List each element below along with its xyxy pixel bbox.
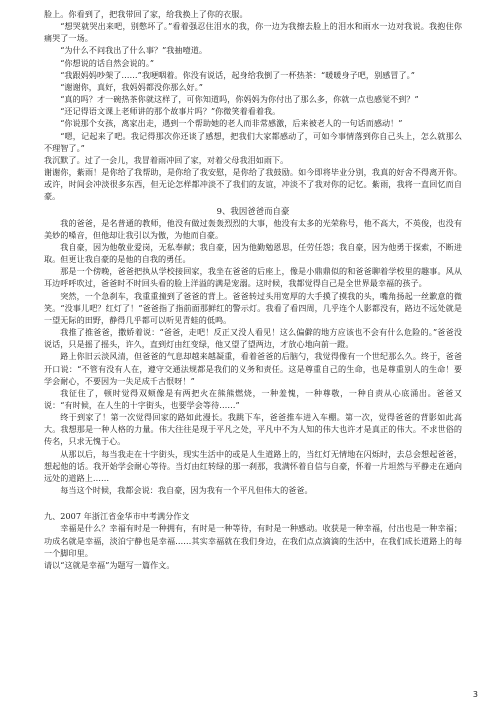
story-1	[44, 8, 462, 203]
paragraph: 我自豪，因为他敬业爱岗，无私奉献；我自豪，因为他勤勉恩思，任劳任怨；我自豪，因为他勇于探索，不断进取。但更让我自豪的是他的自我的勇任。	[44, 241, 462, 265]
paragraph: “想哭就哭出来吧，别憋坏了。”看着强忍住泪水的我，你一边为我擦去脸上的泪水和雨水一边对我说。我抱住你痛哭了一场。	[44, 21, 462, 44]
paragraph: 从那以后，每当我走在十字街头，现实生活中的或是人生道路上的，当红灯无情地在闪烁时，去总会想起爸爸，想起他的话。我开始学会耐心等待。当灯由红转绿的那一刹那，我满怀着自信与自豪，怀着一片坦然与平静走在通向远处的道路上……	[44, 448, 462, 483]
paragraph: 幸福是什么？幸福有时是一种拥有，有时是一种等待，有时是一种感动。收获是一种幸福，付出也是一种幸福；功成名就是幸福，淡泊宁静也是幸福……其实幸福就在我们身边，在我们点点滴滴的生活中，在我们成长道路上的每一个脚印里。	[44, 523, 462, 558]
paragraph: “我跟妈妈吵架了……”我哽咽着。你没有说话，起身给我倒了一杯热茶：“暖暖身子吧，别感冒了。”	[60, 69, 415, 80]
section-title-story-2: 9、我因爸爸而自豪	[216, 205, 290, 216]
section-gap	[44, 496, 462, 510]
section-heading-9: 九、2007 年浙江省金华市中考满分作文	[44, 511, 190, 522]
document-body	[44, 8, 462, 571]
paragraph: 终于到家了！第一次觉得回家的路如此漫长。我跳下车，爸爸推车进入车棚。第一次，觉得爸爸的背影如此高大。我想那是一种人格的力量。伟大往往是现于平凡之处，平凡中不为人知的伟大也许才是真正的伟大。不求世俗的传名，只求无愧于心。	[44, 412, 462, 447]
paragraph: 谢谢你，紫雨！是你给了我帮助，是你给了我安慰，是你给了我鼓励。如今即将毕业分别，我真的好舍不得离开你。或许，时间会冲淡很多东西，但无论怎样都冲淡不了我们的友谊，冲淡不了我对你的记忆。紫雨，我将一直回忆而自豪。	[44, 167, 462, 202]
paragraph: “你想说的话自然会说的。”	[60, 57, 155, 68]
paragraph: “真的吗？才一碗热茶你就这样了，可你知道吗，你妈妈为你付出了那么多，你就一点也感觉不到？”	[60, 94, 419, 105]
paragraph: 我征住了，顿时觉得双颊像是有两把火在熊熊燃烧，一种羞愧，一种尊敬，一种自责从心底涌出。爸爸又说：“有时候，在人生的十字街头，也要学会等待……”	[44, 387, 462, 410]
page-number: 3	[472, 690, 478, 699]
paragraph: “嗯，记起来了吧。我记得那次你还谈了感想，把我们大家都感动了，可如今事情落到你自己头上，怎么就那么不理智了。”	[44, 130, 462, 153]
paragraph: 每当这个时候，我都会说：我自豪，因为我有一个平凡但伟大的爸爸。	[60, 485, 313, 496]
paragraph: 请以“这就是幸福”为题写一篇作文。	[44, 559, 175, 570]
paragraph: 我推了推爸爸，撒娇着说：“爸爸，走吧！反正又没人看见！这么偏僻的地方应该也不会有什么危险的。”爸爸没说话，只是摇了摇头，许久，直到灯由红变绿，他又望了望两边，才放心地向前一蹬。	[44, 327, 462, 350]
paragraph: “谢谢你，真好，我妈妈都没你那么好。”	[60, 81, 203, 92]
paragraph: 脸上。你看到了，把我带回了家，给我换上了你的衣服。	[44, 9, 248, 19]
paragraph: 我沉默了。过了一会儿，我冒着雨冲回了家，对着父母我泪如雨下。	[44, 154, 289, 165]
paragraph: 那是一个傍晚，爸爸把执从学校接回家，我坐在爸爸的后座上，像是小鼎鼎似的和爸爸聊着学校里的趣事。风从耳边呼呼吹过，爸爸时不时回头看的脸上洋溢的满是宠溺。这时候，我都觉得自己是全世界最幸福的孩子。	[44, 266, 462, 289]
paragraph: 我的爸爸，是名普通的教师，他没有做过轰轰烈烈的大事，他没有太多的光荣称号，他不高大，不英俊，也没有美妙的嗓音，但他却让我引以为傲，为他而自豪。	[44, 217, 462, 240]
paragraph: “你说那个女孩，离家出走，遇到一个帮助她的老人而非常感激，后来被老人的一句话而感动！”	[60, 118, 403, 129]
story-2	[44, 217, 462, 497]
paragraph: 路上你旧云淡风清，但爸爸的气息却越来越凝重，看着爸爸的后脑勺，我觉得像有一个世纪那么久。终于，爸爸开口说：“不管有没有人在，遵守交通法规都是我们的义务和责任。这是尊重自己的生命，也是尊重别人的生命！要学会耐心，不要因为一失足成千古恨呀！”	[44, 351, 462, 386]
section-9	[44, 522, 462, 571]
paragraph: “还记得语文课上老师讲的那个故事片吗？”你微笑着看着我。	[60, 106, 281, 117]
paragraph: 突然，一个急刹车，我重重撞到了爸爸的背上。爸爸转过头用宽厚的大手摸了摸我的头，嘴角扬起一丝歉意的微笑。“没事儿吧？红灯了！”爸爸指了指前面那鲜红的警示灯。我看了看四周，几乎连个人影都没有，路边不远处就是一望无际的田野，静得几乎都可以听见青蛙的低鸣。	[44, 290, 462, 325]
paragraph: “为什么不问我出了什么事？”我抽噎道。	[60, 45, 208, 56]
